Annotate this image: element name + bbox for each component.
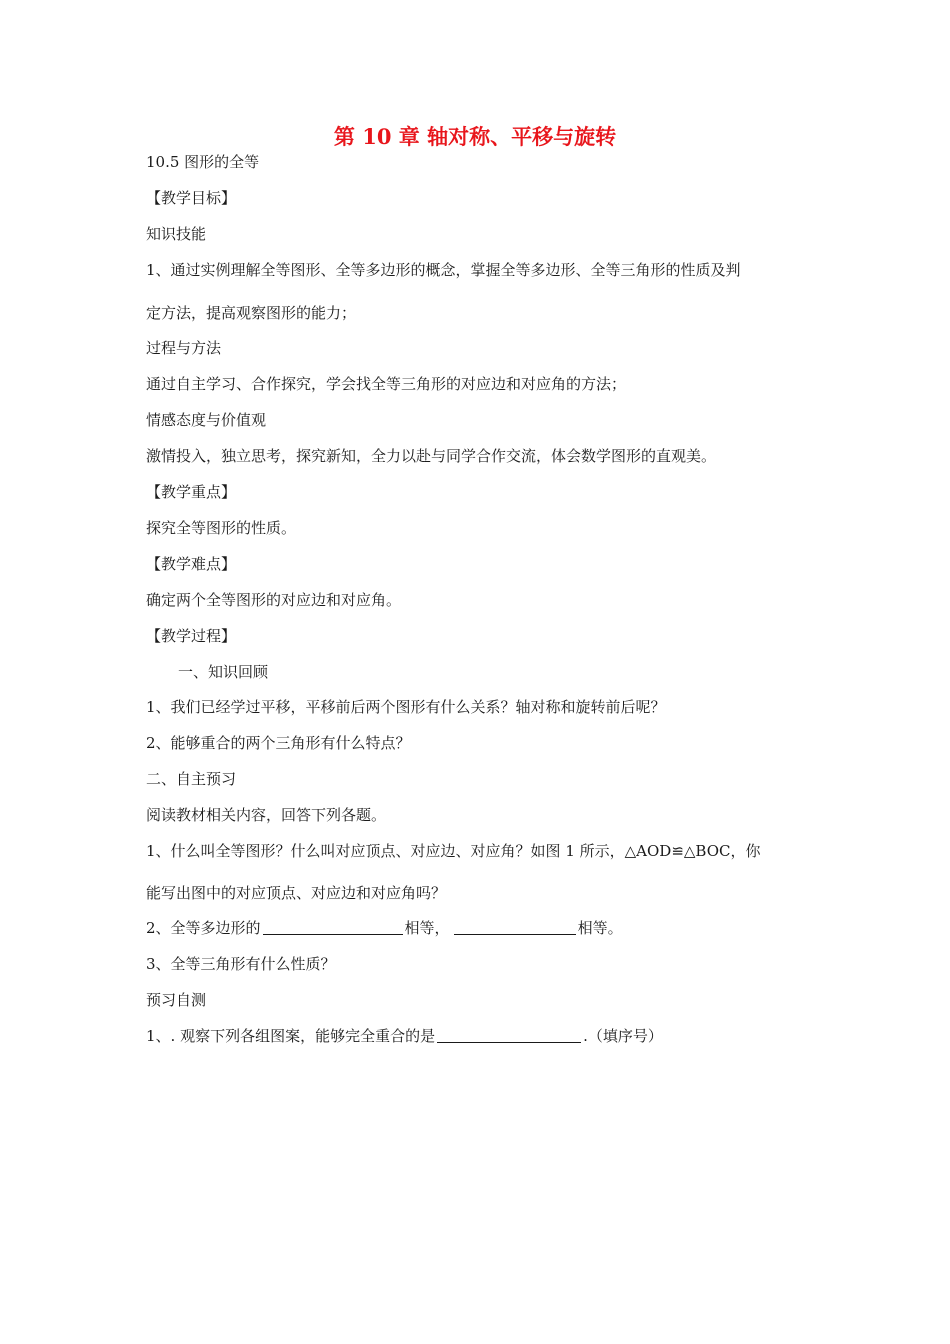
emotion-heading: 情感态度与价值观 [146,411,267,429]
review-question-2: 2、能够重合的两个三角形有什么特点？ [146,734,411,752]
key-points-text: 探究全等图形的性质。 [146,519,297,537]
self-test-question-1-text-2: .（填序号） [583,1027,663,1045]
key-points-heading: 【教学重点】 [146,483,237,501]
preview-question-3: 3、全等三角形有什么性质？ [146,955,336,973]
preview-question-1-line-1: 1、什么叫全等图形？什么叫对应顶点、对应边、对应角？如图 1 所示，△AOD≌△BOC，你 [146,842,761,860]
preview-question-1-line-2: 能写出图中的对应顶点、对应边和对应角吗？ [146,884,447,902]
difficult-points-text: 确定两个全等图形的对应边和对应角。 [146,591,402,609]
preview-question-2-text-1: 2、全等多边形的 [146,919,261,937]
answer-blank[interactable] [454,919,576,935]
review-heading: 一、知识回顾 [178,663,269,681]
preview-question-2-text-3: 相等。 [577,919,623,937]
process-heading: 过程与方法 [146,339,222,357]
goals-heading: 【教学目标】 [146,189,237,207]
process-text: 通过自主学习、合作探究，学会找全等三角形的对应边和对应角的方法； [146,375,627,393]
self-test-question-1 [146,1026,663,1046]
difficult-points-heading: 【教学难点】 [146,555,237,573]
knowledge-heading: 知识技能 [146,225,207,243]
section-title: 10.5 图形的全等 [146,153,260,171]
preview-heading: 二、自主预习 [146,770,237,788]
review-question-1: 1、我们已经学过平移，平移前后两个图形有什么关系？轴对称和旋转前后呢？ [146,698,666,716]
procedure-heading: 【教学过程】 [146,627,237,645]
answer-blank[interactable] [437,1027,581,1043]
emotion-text: 激情投入，独立思考，探究新知，全力以赴与同学合作交流，体会数学图形的直观美。 [146,447,717,465]
knowledge-text-line-1: 1、通过实例理解全等图形、全等多边形的概念，掌握全等多边形、全等三角形的性质及判 [146,261,741,279]
knowledge-text-line-2: 定方法，提高观察图形的能力； [146,304,357,322]
answer-blank[interactable] [263,919,403,935]
chapter-title: 第 10 章 轴对称、平移与旋转 [333,124,617,149]
preview-question-2-text-2: 相等， [404,919,450,937]
self-test-heading: 预习自测 [146,991,207,1009]
preview-intro: 阅读教材相关内容，回答下列各题。 [146,806,387,824]
preview-question-2 [146,918,623,938]
self-test-question-1-text-1: 1、. 观察下列各组图案，能够完全重合的是 [146,1027,436,1045]
